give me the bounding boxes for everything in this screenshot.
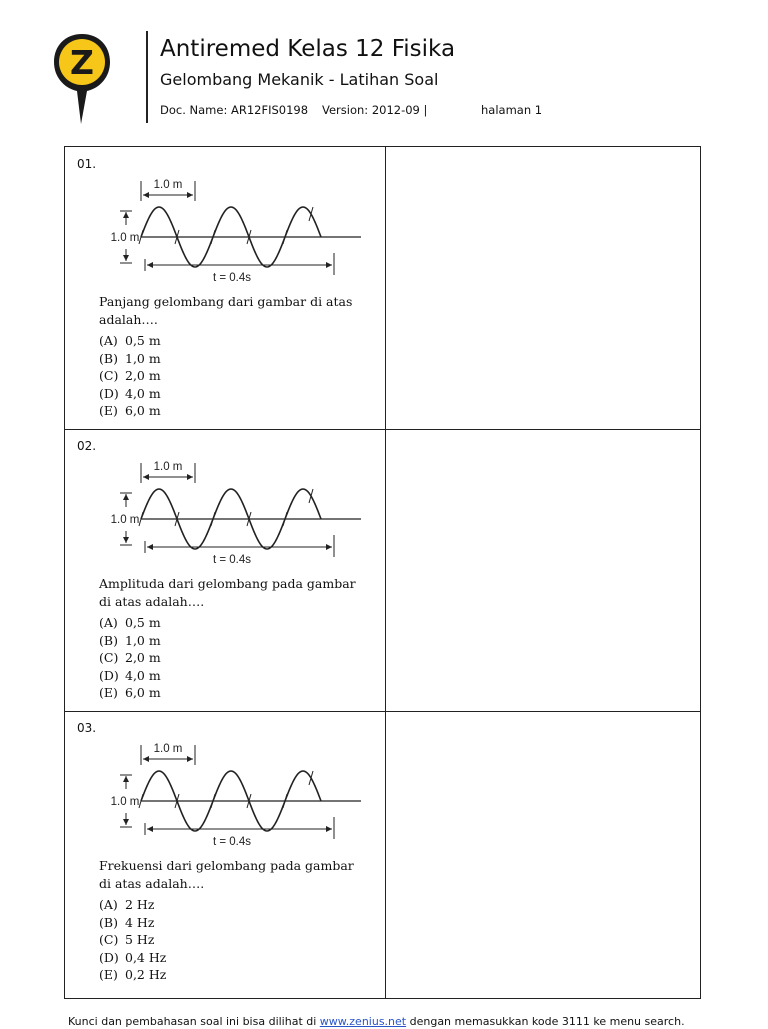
question-number: 02. [77,439,97,453]
wave-diagram [101,735,381,847]
option-text: 2 Hz [125,897,155,912]
answer-option [99,896,369,914]
answer-options [99,896,369,984]
question-cell-2 [65,429,385,711]
doc-version: Version: 2012-09 | [322,103,428,117]
question-number: 01. [77,157,97,171]
footer-link[interactable]: www.zenius.net [319,1015,407,1028]
answer-option [99,385,369,403]
option-text: 2,0 m [125,650,161,665]
question-grid [64,146,701,999]
page-title: Antiremed Kelas 12 Fisika [160,36,456,62]
option-label: (C) [99,368,119,383]
option-label: (E) [99,967,118,982]
question-text: Frekuensi dari gelombang pada gambar di atas adalah…. [99,858,354,891]
question-cell-1 [65,147,385,429]
answer-option [99,402,369,420]
time-label: t = 0.4s [212,554,252,565]
logo-letter: Z [70,43,94,82]
wavelength-label: 1.0 m [153,179,183,191]
time-label: t = 0.4s [212,272,252,283]
option-label: (D) [99,667,119,683]
option-text: 0,5 m [125,333,161,348]
option-label: (A) [99,333,118,348]
question-number: 03. [77,721,97,735]
option-label: (B) [99,914,118,930]
answer-option [99,667,369,685]
wave-diagram [101,453,381,565]
footer-note [68,1015,685,1029]
option-text: 4,0 m [125,385,161,401]
answer-option [99,931,369,949]
option-text: 0,2 Hz [125,967,167,982]
page-number: halaman 1 [481,103,543,117]
option-label: (A) [99,897,118,912]
answer-option [99,949,369,967]
option-label: (A) [99,615,118,630]
answer-option [99,684,369,702]
page-subtitle: Gelombang Mekanik - Latihan Soal [160,70,439,89]
option-text: 2,0 m [125,368,161,383]
option-label: (C) [99,932,119,947]
amplitude-label: 1.0 m [110,232,140,244]
question-text: Panjang gelombang dari gambar di atas adalah…. [99,294,353,327]
option-text: 5 Hz [125,932,155,947]
time-label: t = 0.4s [212,836,252,847]
answer-option [99,350,369,368]
wavelength-label: 1.0 m [153,461,183,473]
answer-option [99,632,369,650]
wavelength-label: 1.0 m [153,743,183,755]
option-label: (D) [99,949,119,965]
answer-option [99,966,369,984]
amplitude-label: 1.0 m [110,514,140,526]
option-text: 4 Hz [125,914,155,930]
question-text: Amplituda dari gelombang pada gambar di atas adalah…. [99,576,356,609]
option-label: (C) [99,650,119,665]
amplitude-label: 1.0 m [110,796,140,808]
answer-option [99,332,369,350]
column-divider [385,147,386,998]
option-label: (B) [99,350,118,366]
option-text: 6,0 m [125,685,161,700]
wave-diagram [101,171,381,283]
option-label: (E) [99,685,118,700]
option-text: 6,0 m [125,403,161,418]
option-label: (D) [99,385,119,401]
option-label: (E) [99,403,118,418]
answer-options [99,332,369,420]
option-label: (B) [99,632,118,648]
zenius-logo [52,32,112,128]
footer-prefix: Kunci dan pembahasan soal ini bisa dilihat di [68,1015,317,1028]
option-text: 1,0 m [125,632,161,648]
option-text: 1,0 m [125,350,161,366]
option-text: 0,4 Hz [125,949,167,965]
question-cell-3 [65,711,385,993]
answer-option [99,649,369,667]
option-text: 0,5 m [125,615,161,630]
answer-options [99,614,369,702]
answer-option [99,367,369,385]
footer-suffix: dengan memasukkan kode 3111 ke menu search. [409,1015,685,1028]
answer-option [99,614,369,632]
option-text: 4,0 m [125,667,161,683]
doc-name: Doc. Name: AR12FIS0198 [160,103,309,117]
answer-option [99,914,369,932]
header-divider [146,31,148,123]
